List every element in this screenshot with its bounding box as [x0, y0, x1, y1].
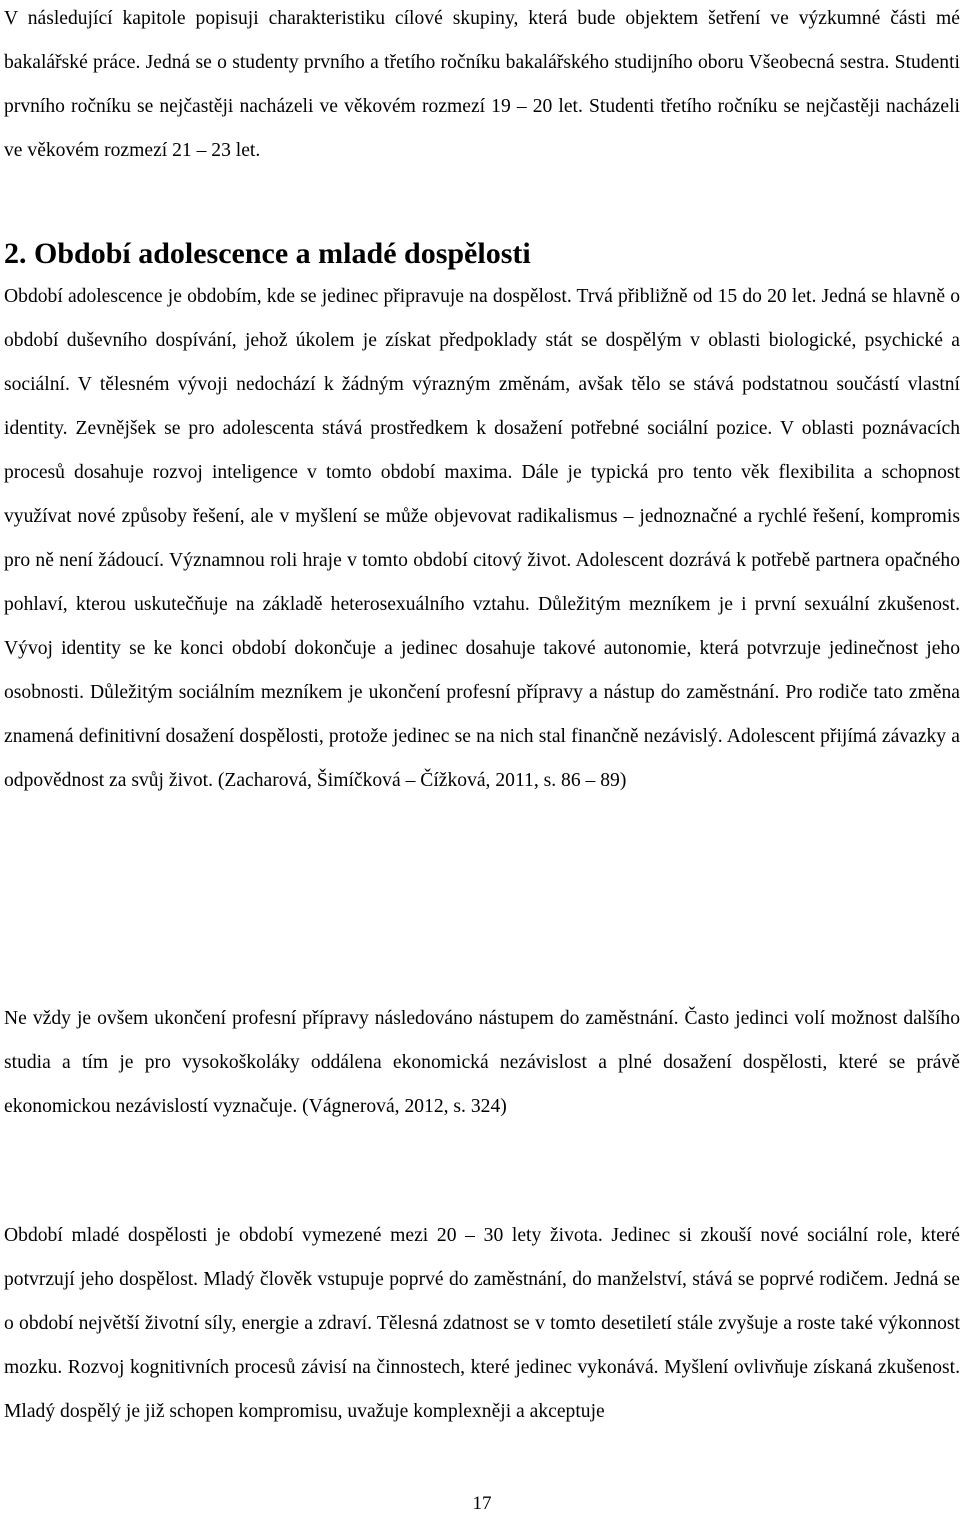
career-paragraph: Ne vždy je ovšem ukončení profesní přípravy následováno nástupem do zaměstnání. Často jedinci volí možnost dalšího studia a tím je pro vysokoškoláky oddálena ekonomická nezávislost a plné dosažení dospělosti, které se právě ekonomickou nezávislostí vyznačuje. (Vágnerová, 2012, s. 324): [4, 1008, 960, 1117]
section-heading: 2. Období adolescence a mladé dospělosti: [4, 237, 531, 270]
page-number: 17: [472, 1493, 492, 1514]
young-adulthood-paragraph: Období mladé dospělosti je období vymezené mezi 20 – 30 lety života. Jedinec si zkouší nové sociální role, které potvrzují jeho dospělost. Mladý člověk vstupuje poprvé do zaměstnání, do manželství, stává se poprvé rodičem. Jedná se o období největší životní síly, energie a zdraví. Tělesná zdatnost se v tomto desetiletí stále zvyšuje a roste také výkonnost mozku. Rozvoj kognitivních procesů závisí na činnostech, které jedinec vykonává. Myšlení ovlivňuje získaná zkušenost. Mladý dospělý je již schopen kompromisu, uvažuje komplexněji a akceptuje: [4, 1225, 960, 1422]
adolescence-paragraph: Období adolescence je obdobím, kde se jedinec připravuje na dospělost. Trvá přibližně od 15 do 20 let. Jedná se hlavně o období duševního dospívání, jehož úkolem je získat předpoklady stát se dospělým v oblasti biologické, psychické a sociální. V tělesném vývoji nedochází k žádným výrazným změnám, avšak tělo se stává podstatnou součástí vlastní identity. Zevnějšek se pro adolescenta stává prostředkem k dosažení potřebné sociální pozice. V oblasti poznávacích procesů dosahuje rozvoj inteligence v tomto období maxima. Dále je typická pro tento věk flexibilita a schopnost využívat nové způsoby řešení, ale v myšlení se může objevovat radikalismus – jednoznačné a rychlé řešení, kompromis pro ně není žádoucí. Významnou roli hraje v tomto období citový život. Adolescent dozrává k potřebě partnera opačného pohlaví, kterou uskutečňuje na základě heterosexuálního vztahu. Důležitým mezníkem je i první sexuální zkušenost. Vývoj identity se ke konci období dokončuje a jedinec dosahuje takové autonomie, která potvrzuje jedinečnost jeho osobnosti. Důležitým sociálním mezníkem je ukončení profesní přípravy a nástup do zaměstnání. Pro rodiče tato změna znamená definitivní dosažení dospělosti, protože jedinec se na nich stal finančně nezávislý. Adolescent přijímá závazky a odpovědnost za svůj život. (Zacharová, Šimíčková – Čížková, 2011, s. 86 – 89): [4, 286, 960, 791]
intro-paragraph: V následující kapitole popisuji charakteristiku cílové skupiny, která bude objektem šetření ve výzkumné části mé bakalářské práce. Jedná se o studenty prvního a třetího ročníku bakalářského studijního oboru Všeobecná sestra. Studenti prvního ročníku se nejčastěji nacházeli ve věkovém rozmezí 19 – 20 let. Studenti třetího ročníku se nejčastěji nacházeli ve věkovém rozmezí 21 – 23 let.: [4, 8, 960, 161]
document-page: [4, 0, 960, 1515]
